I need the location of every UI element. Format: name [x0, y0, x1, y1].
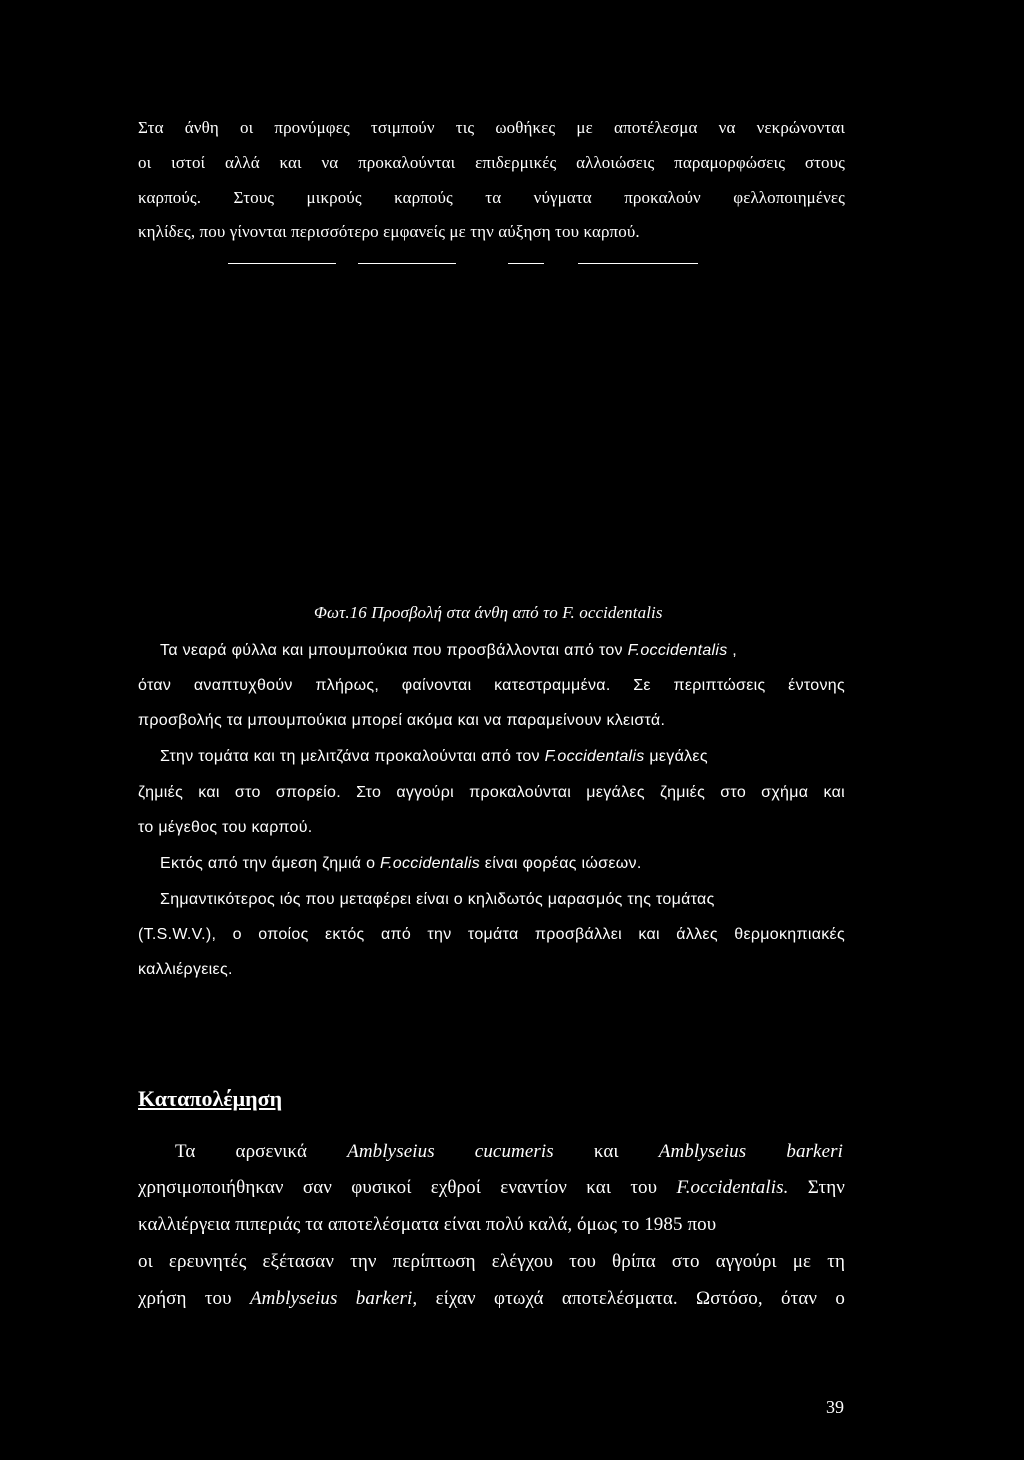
- intro-line-1: Στα άνθη οι προνύμφες τσιμπούν τις ωοθήκες με αποτέλεσμα να νεκρώνονται: [138, 118, 845, 137]
- damage-line-6: το μέγεθος του καρπού.: [138, 819, 313, 836]
- control-line-2: χρησιμοποιήθηκαν σαν φυσικοί εχθροί εναντίον και του F.occidentalis. Στην: [138, 1177, 845, 1198]
- species-name: F.occidentalis: [627, 642, 728, 659]
- damage-line-9: (T.S.W.V.), ο οποίος εκτός από την τομάτα προσβάλλει και άλλες θερμοκηπιακές: [138, 926, 845, 943]
- scan-rule: [228, 263, 336, 264]
- intro-line-3: καρπούς. Στους μικρούς καρπούς τα νύγματα προκαλούν φελλοποιημένες: [138, 188, 845, 207]
- control-line-3: καλλιέργεια πιπεριάς τα αποτελέσματα είναι πολύ καλά, όμως το 1985 που: [138, 1214, 717, 1235]
- control-line-5: χρήση του Amblyseius barkeri, είχαν φτωχά αποτελέσματα. Ωστόσο, όταν ο: [138, 1288, 846, 1309]
- damage-line-7: Εκτός από την άμεση ζημιά ο F.occidentalis είναι φορέας ιώσεων.: [160, 855, 642, 872]
- species-name: Amblyseius barkeri,: [249, 1288, 418, 1309]
- species-name: F.occidentalis.: [676, 1177, 789, 1198]
- species-name: Amblyseius barkeri: [658, 1141, 843, 1162]
- figure-caption: Φωτ.16 Προσβολή στα άνθη από το F. occidentalis: [314, 603, 663, 622]
- damage-line-10: καλλιέργειες.: [138, 961, 233, 978]
- species-name: F.occidentalis: [544, 748, 645, 765]
- page-number: 39: [826, 1397, 844, 1417]
- species-name: F.occidentalis: [380, 855, 481, 872]
- intro-line-2: οι ιστοί αλλά και να προκαλούνται επιδερμικές αλλοιώσεις παραμορφώσεις στους: [138, 153, 845, 172]
- damage-line-3: προσβολής τα μπουμπούκια μπορεί ακόμα και να παραμείνουν κλειστά.: [138, 712, 666, 729]
- section-heading: Καταπολέμηση: [138, 1086, 283, 1111]
- scan-rule: [358, 263, 456, 264]
- intro-line-4: κηλίδες, που γίνονται περισσότερο εμφανείς με την αύξηση του καρπού.: [138, 222, 640, 241]
- control-line-1: Τα αρσενικά Amblyseius cucumeris και Amblyseius barkeri: [175, 1141, 843, 1162]
- species-name: Amblyseius cucumeris: [347, 1141, 554, 1162]
- photo-area: [140, 275, 860, 590]
- damage-line-2: όταν αναπτυχθούν πλήρως, φαίνονται κατεστραμμένα. Σε περιπτώσεις έντονης: [138, 677, 845, 694]
- scan-rule: [508, 263, 544, 264]
- damage-line-5: ζημιές και στο σπορείο. Στο αγγούρι προκαλούνται μεγάλες ζημιές στο σχήμα και: [138, 784, 845, 801]
- damage-line-1: Τα νεαρά φύλλα και μπουμπούκια που προσβάλλονται από τον F.occidentalis ,: [160, 642, 738, 659]
- scan-rule: [578, 263, 698, 264]
- damage-line-4: Στην τομάτα και τη μελιτζάνα προκαλούνται από τον F.occidentalis μεγάλες: [160, 748, 708, 765]
- damage-line-8: Σημαντικότερος ιός που μεταφέρει είναι ο κηλιδωτός μαρασμός της τομάτας: [160, 891, 715, 908]
- control-line-4: οι ερευνητές εξέτασαν την περίπτωση ελέγχου του θρίπα στο αγγούρι με τη: [138, 1251, 845, 1272]
